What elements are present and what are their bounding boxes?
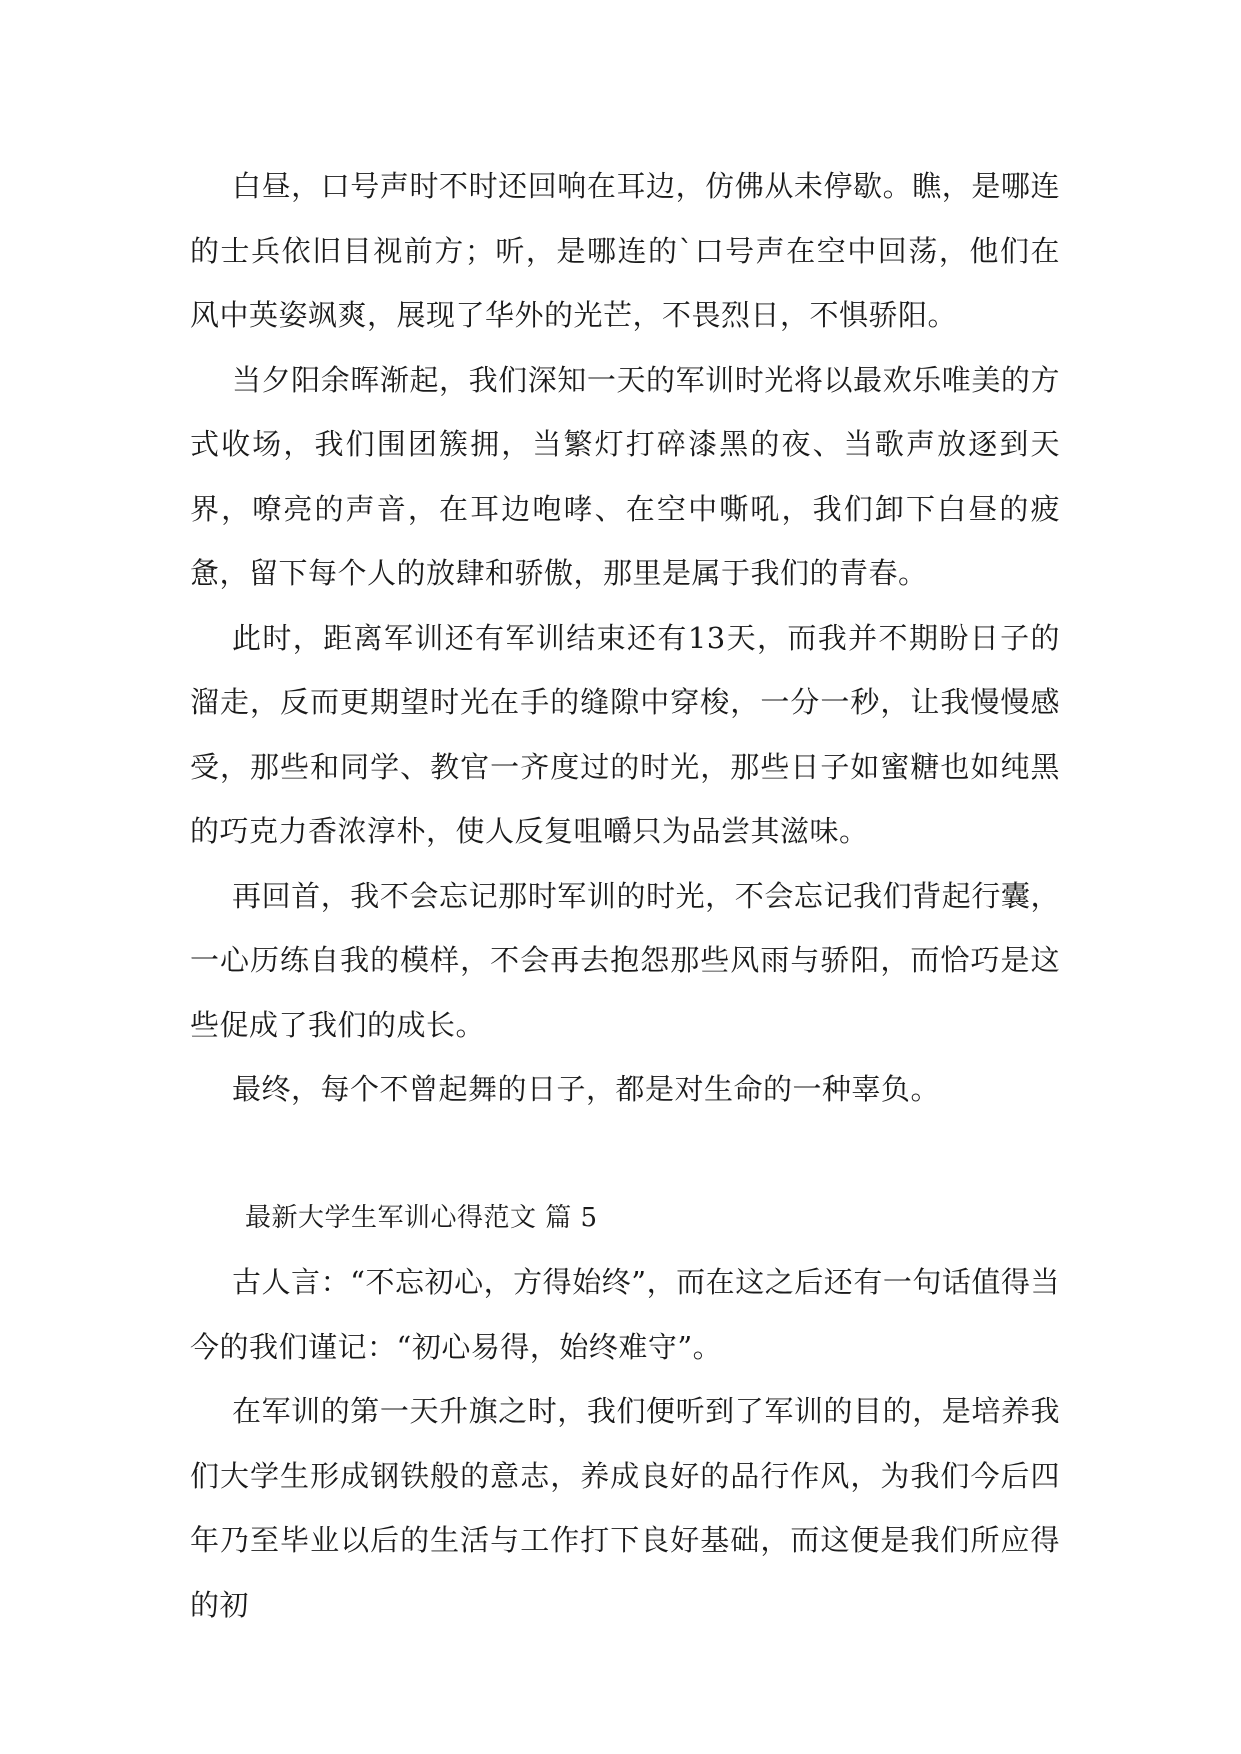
document-body [190,154,1060,1637]
section-spacer [190,1122,1060,1186]
paragraph: 白昼，口号声时不时还回响在耳边，仿佛从未停歇。瞧，是哪连的士兵依旧目视前方；听，是哪连的`口号声在空中回荡，他们在风中英姿飒爽，展现了华外的光芒，不畏烈日，不惧骄阳。 [190,169,1060,332]
paragraph: 再回首，我不会忘记那时军训的时光，不会忘记我们背起行囊，一心历练自我的模样，不会再去抱怨那些风雨与骄阳，而恰巧是这些促成了我们的成长。 [190,878,1060,1042]
paragraph: 当夕阳余晖渐起，我们深知一天的军训时光将以最欢乐唯美的方式收场，我们围团簇拥，当繁灯打碎漆黑的夜、当歌声放逐到天界，嘹亮的声音，在耳边咆哮、在空中嘶吼，我们卸下白昼的疲惫，留下每个人的放肆和骄傲，那里是属于我们的青春。 [190,362,1060,590]
section-heading: 最新大学生军训心得范文 篇 5 [245,1202,598,1233]
paragraph: 在军训的第一天升旗之时，我们便听到了军训的目的，是培养我们大学生形成钢铁般的意志，养成良好的品行作风，为我们今后四年乃至毕业以后的生活与工作打下良好基础，而这便是我们所应得的初 [190,1394,1060,1622]
paragraph: 最终，每个不曾起舞的日子，都是对生命的一种辜负。 [232,1072,941,1106]
paragraph: 此时，距离军训还有军训结束还有13天，而我并不期盼日子的溜走，反而更期望时光在手的缝隙中穿梭，一分一秒，让我慢慢感受，那些和同学、教官一齐度过的时光，那些日子如蜜糖也如纯黑的巧克力香浓淳朴，使人反复咀嚼只为品尝其滋味。 [190,620,1060,848]
paragraph: 古人言：“不忘初心，方得始终”，而在这之后还有一句话值得当今的我们谨记：“初心易得，始终难守”。 [190,1265,1060,1364]
